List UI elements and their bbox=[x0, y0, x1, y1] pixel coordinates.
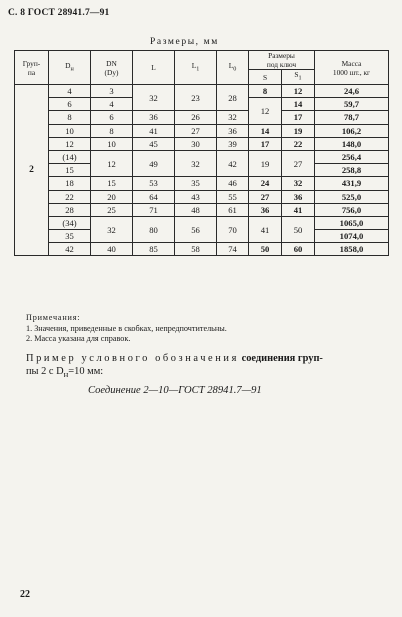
cell-s: 19 bbox=[249, 150, 282, 176]
cell-l: 80 bbox=[133, 216, 175, 242]
cell-dn: 8 bbox=[91, 124, 133, 137]
cell-l1: 23 bbox=[175, 85, 217, 111]
cell-group: 2 bbox=[15, 85, 49, 256]
table-row bbox=[15, 243, 389, 256]
cell-s1: 14 bbox=[282, 98, 315, 111]
cell-mass: 525,0 bbox=[315, 190, 389, 203]
cell-dn: 25 bbox=[91, 203, 133, 216]
cell-l: 85 bbox=[133, 243, 175, 256]
cell-l1: 35 bbox=[175, 177, 217, 190]
cell-dn-outer: 42 bbox=[49, 243, 91, 256]
table-row bbox=[15, 216, 389, 229]
cell-mass: 256,4 bbox=[315, 150, 389, 163]
cell-l0: 32 bbox=[217, 111, 249, 124]
page-header: С. 8 ГОСТ 28941.7—91 bbox=[8, 8, 110, 18]
table-row bbox=[15, 124, 389, 137]
cell-l0: 70 bbox=[217, 216, 249, 242]
cell-dn-outer: 35 bbox=[49, 230, 91, 243]
cell-l: 64 bbox=[133, 190, 175, 203]
table-row bbox=[15, 111, 389, 124]
cell-l0: 61 bbox=[217, 203, 249, 216]
table-row bbox=[15, 190, 389, 203]
cell-dn-outer: 8 bbox=[49, 111, 91, 124]
cell-l1: 27 bbox=[175, 124, 217, 137]
cell-dn-outer: 4 bbox=[49, 85, 91, 98]
table-row bbox=[15, 150, 389, 163]
cell-dn: 4 bbox=[91, 98, 133, 111]
example-line2-prefix: пы 2 с D bbox=[26, 366, 64, 377]
cell-mass: 1065,0 bbox=[315, 216, 389, 229]
header-l0: $L_0$ bbox=[217, 51, 249, 85]
cell-s: 14 bbox=[249, 124, 282, 137]
header-group-text: Груп- па bbox=[22, 58, 41, 77]
cell-s1: 36 bbox=[282, 190, 315, 203]
cell-s1: 41 bbox=[282, 203, 315, 216]
cell-mass: 106,2 bbox=[315, 124, 389, 137]
header-mass-text: Масса 1000 шт., кг bbox=[332, 58, 371, 77]
cell-l0: 74 bbox=[217, 243, 249, 256]
cell-l0: 39 bbox=[217, 137, 249, 150]
cell-s1: 17 bbox=[282, 111, 315, 124]
cell-s: 36 bbox=[249, 203, 282, 216]
cell-dn: 32 bbox=[91, 216, 133, 242]
header-dn-outer: $D_н$ bbox=[49, 51, 91, 85]
cell-l1: 30 bbox=[175, 137, 217, 150]
cell-mass: 1858,0 bbox=[315, 243, 389, 256]
header-mass bbox=[315, 51, 389, 85]
cell-dn-outer: 18 bbox=[49, 177, 91, 190]
cell-l: 32 bbox=[133, 85, 175, 111]
cell-l: 41 bbox=[133, 124, 175, 137]
cell-dn-outer: (14) bbox=[49, 150, 91, 163]
cell-l: 49 bbox=[133, 150, 175, 176]
table-row bbox=[15, 137, 389, 150]
cell-l0: 36 bbox=[217, 124, 249, 137]
cell-l0: 28 bbox=[217, 85, 249, 111]
cell-dn: 20 bbox=[91, 190, 133, 203]
cell-mass: 258,8 bbox=[315, 164, 389, 177]
cell-s: 24 bbox=[249, 177, 282, 190]
cell-mass: 148,0 bbox=[315, 137, 389, 150]
cell-l: 36 bbox=[133, 111, 175, 124]
header-l: L bbox=[133, 51, 175, 85]
notes-title: Примечания: bbox=[26, 313, 81, 322]
cell-l1: 32 bbox=[175, 150, 217, 176]
cell-s1: 50 bbox=[282, 216, 315, 242]
header-dn-outer-sub: н bbox=[70, 66, 74, 73]
cell-s: 41 bbox=[249, 216, 282, 242]
cell-dn-outer: 10 bbox=[49, 124, 91, 137]
cell-dn-outer: 12 bbox=[49, 137, 91, 150]
header-s: S bbox=[249, 70, 282, 85]
table-row bbox=[15, 85, 389, 98]
table-row bbox=[15, 203, 389, 216]
example-lead: Пример условного обозначения bbox=[26, 353, 239, 364]
cell-mass: 24,6 bbox=[315, 85, 389, 98]
cell-s: 8 bbox=[249, 85, 282, 98]
example-line2-sub: н bbox=[63, 369, 69, 380]
cell-mass: 431,9 bbox=[315, 177, 389, 190]
cell-dn: 10 bbox=[91, 137, 133, 150]
header-wrench bbox=[249, 51, 315, 70]
cell-dn-outer: 22 bbox=[49, 190, 91, 203]
header-dn bbox=[91, 51, 133, 85]
header-l1: $L_1$ bbox=[175, 51, 217, 85]
cell-mass: 1074,0 bbox=[315, 230, 389, 243]
header-s1: $S_1$ bbox=[282, 70, 315, 85]
cell-mass: 756,0 bbox=[315, 203, 389, 216]
cell-dn: 6 bbox=[91, 111, 133, 124]
cell-s1: 12 bbox=[282, 85, 315, 98]
cell-mass: 59,7 bbox=[315, 98, 389, 111]
cell-s1: 22 bbox=[282, 137, 315, 150]
cell-dn-outer: 15 bbox=[49, 164, 91, 177]
cell-l0: 42 bbox=[217, 150, 249, 176]
dimensions-table bbox=[14, 50, 389, 256]
cell-l: 45 bbox=[133, 137, 175, 150]
example-line2-suffix: =10 мм: bbox=[68, 366, 104, 377]
header-wrench-text: Размеры под ключ bbox=[266, 51, 297, 69]
cell-dn: 40 bbox=[91, 243, 133, 256]
cell-l0: 46 bbox=[217, 177, 249, 190]
example-paragraph bbox=[26, 352, 390, 381]
cell-s: 12 bbox=[249, 98, 282, 124]
note-item: 1. Значения, приведенные в скобках, непредпочтительны. bbox=[26, 323, 227, 333]
cell-dn-outer: 6 bbox=[49, 98, 91, 111]
cell-dn-outer: (34) bbox=[49, 216, 91, 229]
note-item: 2. Масса указана для справок. bbox=[26, 334, 131, 344]
cell-s: 17 bbox=[249, 137, 282, 150]
cell-s: 27 bbox=[249, 190, 282, 203]
page-number: 22 bbox=[20, 589, 30, 600]
cell-s1: 27 bbox=[282, 150, 315, 176]
cell-dn-outer: 28 bbox=[49, 203, 91, 216]
cell-l0: 55 bbox=[217, 190, 249, 203]
cell-s1: 19 bbox=[282, 124, 315, 137]
cell-mass: 78,7 bbox=[315, 111, 389, 124]
header-dn-text: DN (Dу) bbox=[104, 58, 119, 77]
header-group bbox=[15, 51, 49, 85]
cell-s1: 60 bbox=[282, 243, 315, 256]
table-row bbox=[15, 177, 389, 190]
cell-s: 50 bbox=[249, 243, 282, 256]
example-strong: соединения груп- bbox=[241, 353, 323, 364]
cell-l1: 58 bbox=[175, 243, 217, 256]
cell-s1: 32 bbox=[282, 177, 315, 190]
cell-l1: 48 bbox=[175, 203, 217, 216]
cell-l: 71 bbox=[133, 203, 175, 216]
cell-dn: 3 bbox=[91, 85, 133, 98]
cell-l1: 56 bbox=[175, 216, 217, 242]
cell-l: 53 bbox=[133, 177, 175, 190]
cell-dn: 12 bbox=[91, 150, 133, 176]
cell-l1: 43 bbox=[175, 190, 217, 203]
notes-block bbox=[26, 313, 227, 345]
dimensions-title: Размеры, мм bbox=[150, 37, 219, 47]
cell-l1: 26 bbox=[175, 111, 217, 124]
designation-example: Соединение 2—10—ГОСТ 28941.7—91 bbox=[88, 385, 262, 396]
cell-dn: 15 bbox=[91, 177, 133, 190]
